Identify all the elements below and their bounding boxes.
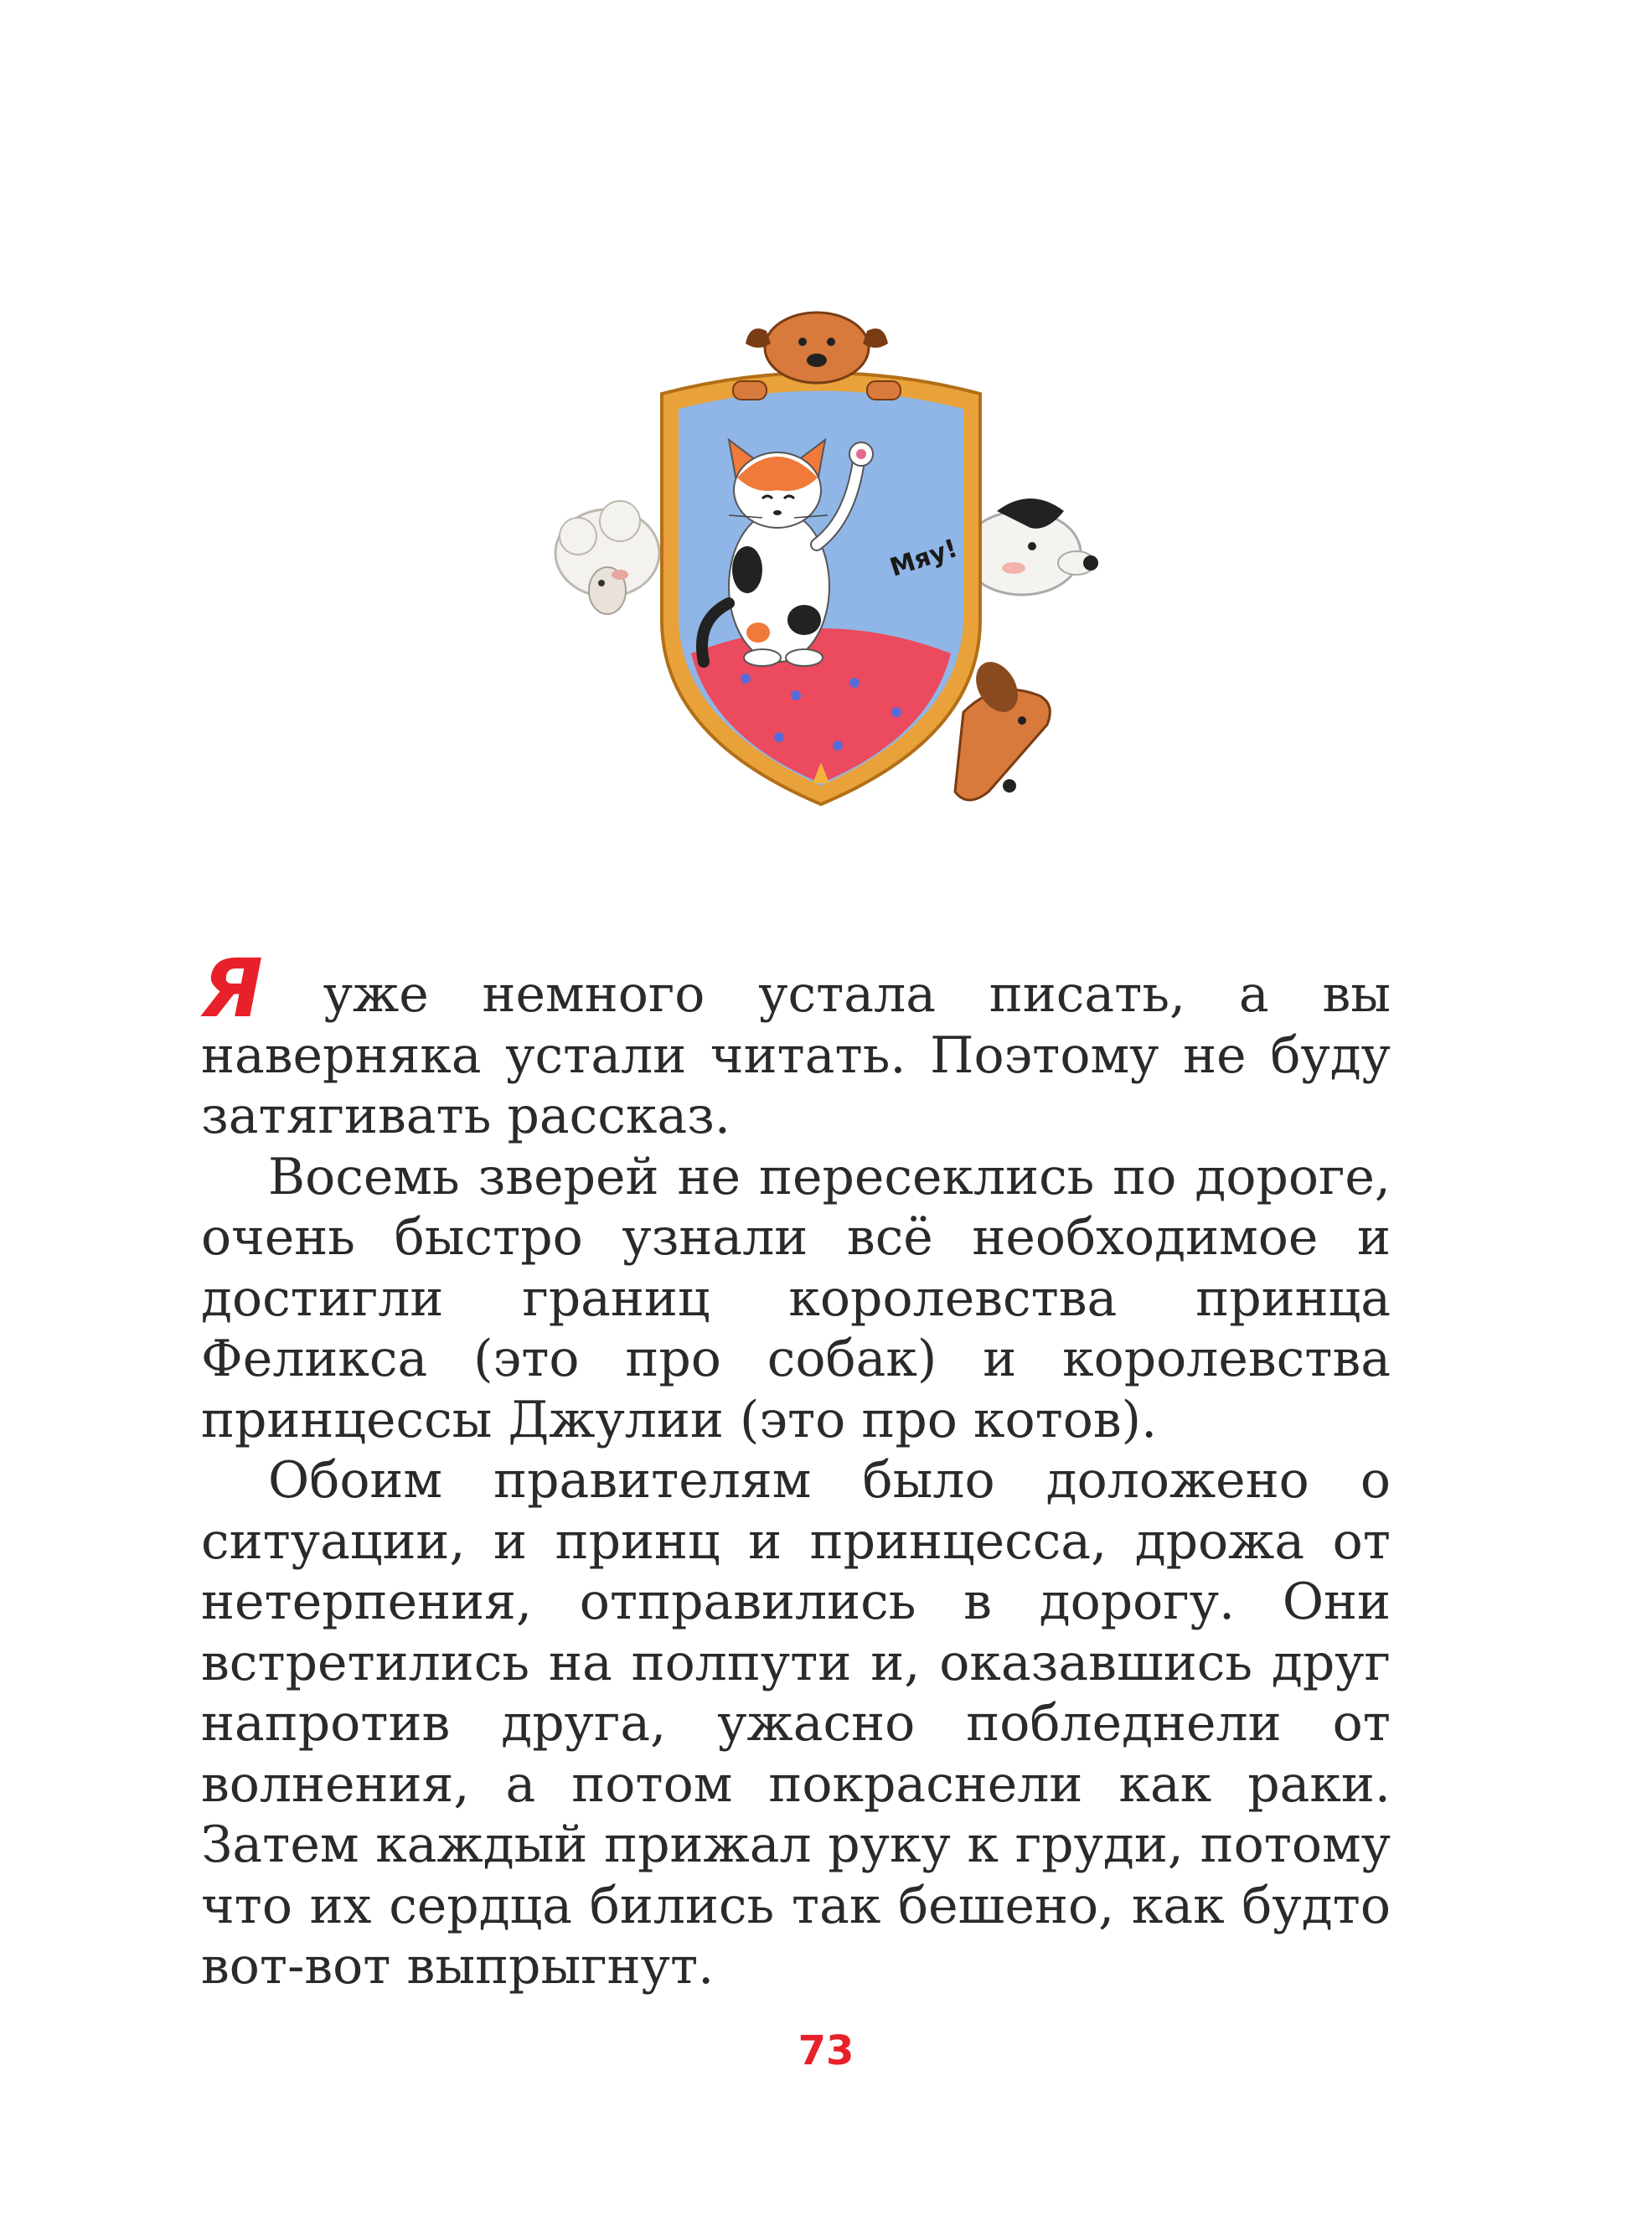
shield-cat-dogs-icon [528, 302, 1114, 838]
shield-illustration [528, 302, 1114, 838]
paragraph-1-text: уже немного устала писать, а вы наверняка устали читать. Поэтому не буду затягивать рассказ. [201, 965, 1391, 1145]
drop-cap: Я [201, 942, 263, 1036]
white-dog-icon [963, 498, 1098, 595]
paragraph-1 [201, 942, 1391, 1147]
meow-speech-text: Мяу! [886, 534, 962, 583]
sheep-icon [555, 501, 659, 614]
page-number: 73 [798, 2027, 854, 2074]
paragraph-2: Восемь зверей не пересеклись по дороге, очень быстро узнали всё необходимое и достигли границ королевства принца Феликса (это про собак) и королевства принцессы Джулии (это про котов). [201, 1147, 1391, 1449]
story-text [201, 942, 1391, 1997]
paragraph-3: Обоим правителям было доложено о ситуации, и принц и принцесса, дрожа от нетерпения, отправились в дорогу. Они встретились на полпути и, оказавшись друг напротив друга, ужасно побледнели от волнения, а потом покраснели как раки. Затем каждый прижал руку к груди, потому что их сердца бились так бешено, как будто вот-вот выпрыгнут. [201, 1451, 1391, 1996]
